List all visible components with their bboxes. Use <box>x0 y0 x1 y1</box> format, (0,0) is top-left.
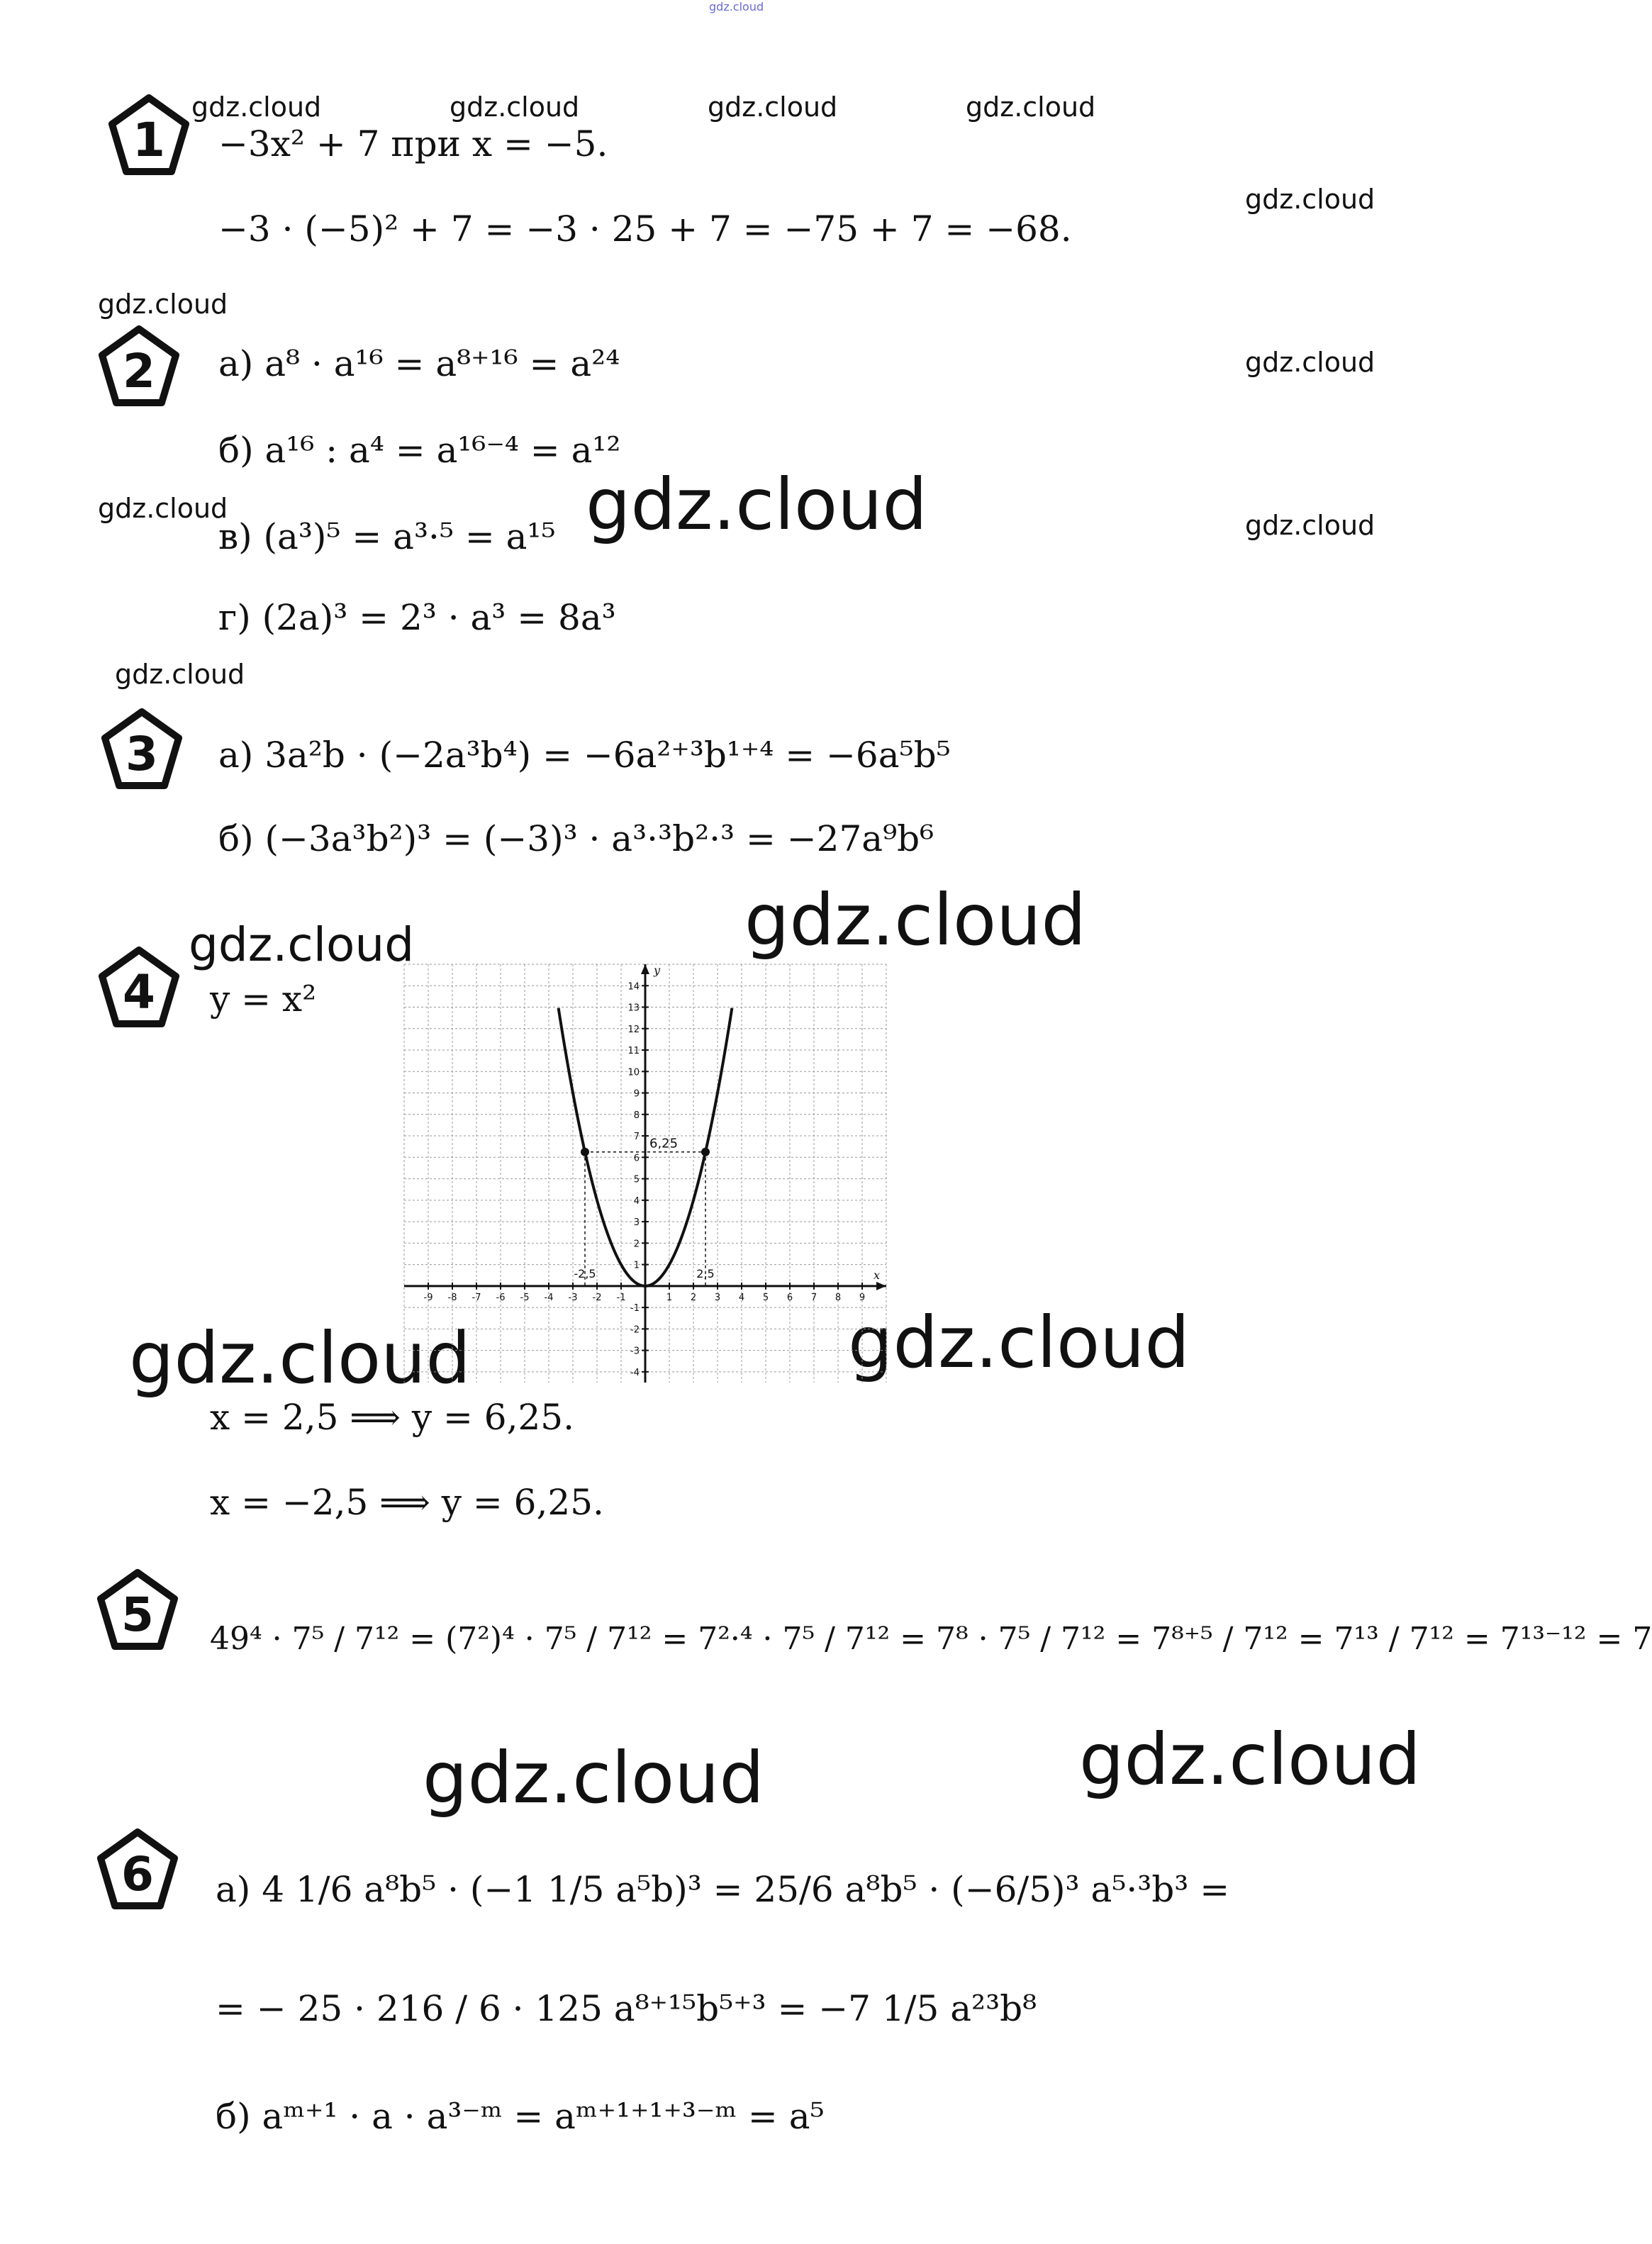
y-tick-label: 6 <box>633 1153 640 1164</box>
y-tick-label: 8 <box>633 1110 640 1121</box>
task-number-badge <box>106 92 191 177</box>
x-tick-label: 2 <box>690 1292 697 1303</box>
x-tick-label: -1 <box>616 1292 626 1303</box>
x-tick-label: 6 <box>786 1292 793 1303</box>
task-1-line-2: −3 · (−5)² + 7 = −3 · 25 + 7 = −75 + 7 = −68. <box>218 208 1072 250</box>
y-tick-label: -1 <box>630 1303 640 1314</box>
x-tick-label: -2 <box>592 1292 602 1303</box>
x-tick-label: -7 <box>471 1292 481 1303</box>
y-tick-label: 1 <box>633 1260 640 1271</box>
watermark: gdz.cloud <box>191 91 322 123</box>
watermark: gdz.cloud <box>586 463 928 546</box>
y-tick-label: -2 <box>630 1324 640 1336</box>
task-2-line-d: г) (2a)³ = 2³ · a³ = 8a³ <box>218 597 616 638</box>
watermark: gdz.cloud <box>129 1317 471 1400</box>
x-tick-label: -9 <box>423 1292 433 1303</box>
y-tick-label: -4 <box>630 1367 640 1378</box>
task-2-line-b: б) a¹⁶ : a⁴ = a¹⁶⁻⁴ = a¹² <box>218 430 621 471</box>
task-2-line-a: а) a⁸ · a¹⁶ = a⁸⁺¹⁶ = a²⁴ <box>218 343 620 384</box>
x-tick-label: 8 <box>835 1292 842 1303</box>
watermark: gdz.cloud <box>1245 184 1375 215</box>
x-tick-label: -3 <box>568 1292 578 1303</box>
watermark: gdz.cloud <box>98 289 228 320</box>
watermark: gdz.cloud <box>115 659 245 690</box>
annotation-x-negative: -2,5 <box>574 1266 596 1280</box>
task-number-badge <box>96 944 182 1029</box>
task-number-badge <box>96 323 182 408</box>
x-tick-label: -8 <box>447 1292 457 1303</box>
y-tick-label: 9 <box>633 1088 640 1100</box>
y-tick-label: 14 <box>627 981 640 993</box>
task-2-line-c: в) (a³)⁵ = a³·⁵ = a¹⁵ <box>218 516 556 557</box>
task-4-line-1: x = 2,5 ⟹ y = 6,25. <box>210 1397 575 1438</box>
svg-text:5: 5 <box>121 1587 154 1642</box>
task-6-line-a-cont: = − 25 · 216 / 6 · 125 a⁸⁺¹⁵b⁵⁺³ = −7 1/5 a²³b⁸ <box>216 1988 1037 2029</box>
parabola-graph <box>390 950 900 1397</box>
task-5-expression: 49⁴ · 7⁵ / 7¹² = (7²)⁴ · 7⁵ / 7¹² = 7²·⁴ · 7⁵ / 7¹² = 7⁸ · 7⁵ / 7¹² = 7⁸⁺⁵ / 7¹² = 7¹³ / 7¹² = 7¹³⁻¹² = 7 <box>210 1621 1652 1657</box>
watermark: gdz.cloud <box>189 917 415 972</box>
watermark: gdz.cloud <box>1245 510 1375 541</box>
x-tick-label: 1 <box>666 1292 673 1303</box>
task-6-line-a: а) 4 1/6 a⁸b⁵ · (−1 1/5 a⁵b)³ = 25/6 a⁸b⁵ · (−6/5)³ a⁵·³b³ = <box>216 1869 1230 1910</box>
svg-text:4: 4 <box>123 965 155 1020</box>
svg-text:2: 2 <box>123 344 155 398</box>
svg-text:6: 6 <box>121 1847 154 1902</box>
task-number-badge <box>95 1826 180 1911</box>
watermark: gdz.cloud <box>450 91 580 123</box>
x-tick-label: -6 <box>496 1292 506 1303</box>
task-1-line-1: −3x² + 7 при x = −5. <box>218 123 608 164</box>
y-tick-label: 11 <box>627 1046 640 1057</box>
x-axis-arrow <box>876 1282 886 1290</box>
watermark: gdz.cloud <box>1245 347 1375 378</box>
y-tick-label: 2 <box>633 1239 640 1250</box>
task-number-badge <box>95 1567 180 1652</box>
y-tick-label: 4 <box>633 1195 640 1207</box>
x-tick-label: 5 <box>762 1292 769 1303</box>
task-number-badge <box>99 706 184 791</box>
annotation-y-value: 6,25 <box>649 1136 679 1151</box>
y-axis-label: y <box>654 964 661 977</box>
x-tick-label: 9 <box>859 1292 866 1303</box>
watermark: gdz.cloud <box>744 878 1087 961</box>
y-axis-arrow <box>641 964 649 974</box>
y-tick-label: 5 <box>633 1174 640 1185</box>
y-tick-label: 13 <box>627 1003 640 1014</box>
watermark: gdz.cloud <box>98 493 228 524</box>
y-tick-label: 10 <box>627 1067 640 1078</box>
x-tick-label: -5 <box>520 1292 530 1303</box>
y-tick-label: 3 <box>633 1217 640 1229</box>
task-6-line-b: б) aᵐ⁺¹ · a · a³⁻ᵐ = aᵐ⁺¹⁺¹⁺³⁻ᵐ = a⁵ <box>216 2096 825 2137</box>
task-3-line-a: а) 3a²b · (−2a³b⁴) = −6a²⁺³b¹⁺⁴ = −6a⁵b⁵ <box>218 735 951 776</box>
watermark-top: gdz.cloud <box>709 0 764 13</box>
y-tick-label: 7 <box>633 1132 640 1143</box>
annotation-x-positive: 2,5 <box>696 1266 715 1280</box>
watermark: gdz.cloud <box>966 91 1096 123</box>
x-tick-label: 3 <box>714 1292 721 1303</box>
watermark: gdz.cloud <box>708 91 838 123</box>
watermark: gdz.cloud <box>423 1736 765 1819</box>
task-3-line-b: б) (−3a³b²)³ = (−3)³ · a³·³b²·³ = −27a⁹b⁶ <box>218 818 934 859</box>
watermark: gdz.cloud <box>848 1301 1190 1384</box>
y-tick-label: -3 <box>630 1346 640 1357</box>
task-4-function: y = x² <box>210 978 317 1020</box>
svg-text:1: 1 <box>133 113 165 167</box>
x-tick-label: 4 <box>738 1292 745 1303</box>
task-4-line-2: x = −2,5 ⟹ y = 6,25. <box>210 1482 604 1523</box>
x-tick-label: -4 <box>544 1292 554 1303</box>
svg-text:3: 3 <box>125 727 158 781</box>
x-tick-label: 7 <box>810 1292 817 1303</box>
watermark: gdz.cloud <box>1079 1718 1422 1801</box>
x-axis-label: x <box>874 1268 881 1282</box>
y-tick-label: 12 <box>627 1024 640 1035</box>
